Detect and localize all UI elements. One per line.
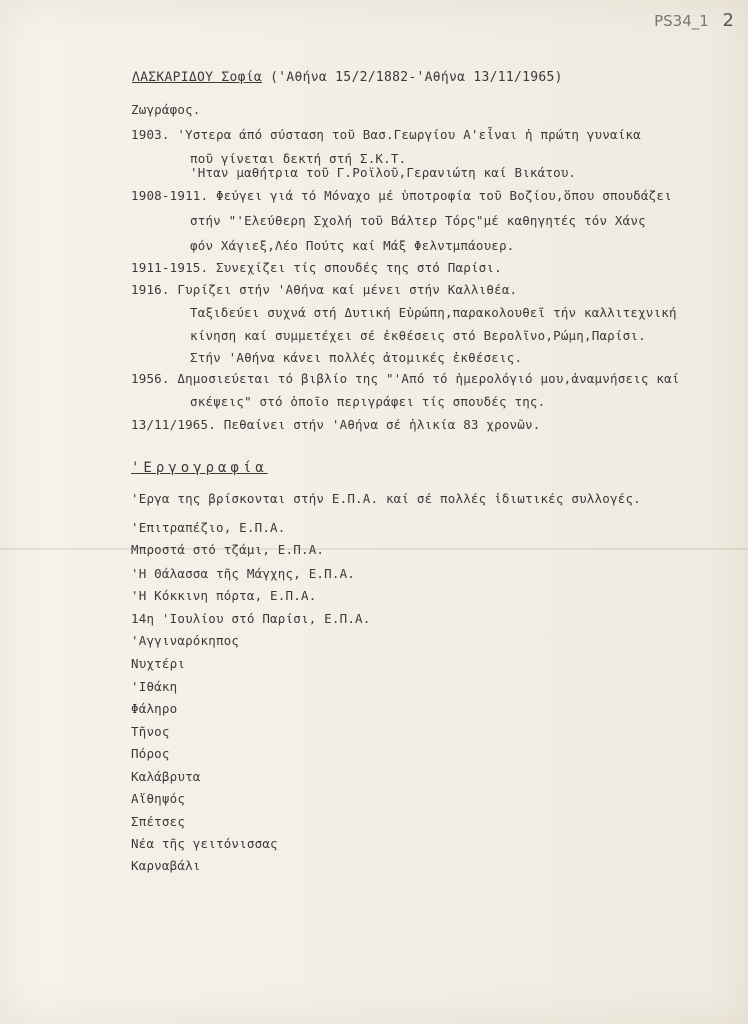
work-item: 'Ιθάκη bbox=[131, 679, 178, 694]
artist-dates: ('Αθήνα 15/2/1882-'Αθήνα 13/11/1965) bbox=[270, 70, 563, 85]
bio-line: Στήν 'Αθήνα κάνει πολλές ἀτομικές ἐκθέσεις. bbox=[190, 350, 523, 365]
bio-line: ποῦ γίνεται δεκτή στή Σ.Κ.Τ. bbox=[190, 151, 407, 166]
work-item: 'Η Κόκκινη πόρτα, Ε.Π.Α. bbox=[131, 588, 317, 603]
work-item: Νυχτέρι bbox=[131, 656, 186, 671]
bio-line: 1908-1911. Φεύγει γιά τό Μόναχο μέ ὑποτροφία τοῦ Βοζίου,ὅπου σπουδάζει bbox=[131, 188, 672, 203]
work-item: Αἴθηψός bbox=[131, 791, 186, 806]
work-item: 14η 'Ιουλίου στό Παρίσι, Ε.Π.Α. bbox=[131, 611, 371, 626]
work-item: Καλάβρυτα bbox=[131, 769, 201, 784]
bio-line: 1956. Δημοσιεύεται τό βιβλίο της "'Από τό ἡμερολόγιό μου,ἀναμνήσεις καί bbox=[131, 371, 680, 386]
work-item: 'Αγγιναρόκηπος bbox=[131, 633, 240, 648]
handwritten-annotation bbox=[654, 10, 734, 31]
work-item: Σπέτσες bbox=[131, 814, 186, 829]
catalog-number: PS34_1 bbox=[654, 12, 709, 30]
works-heading: 'Εργογραφία bbox=[131, 460, 268, 476]
work-item: 'Η Θάλασσα τῆς Μάγχης, Ε.Π.Α. bbox=[131, 566, 356, 581]
bio-line: Ταξιδεύει συχνά στή Δυτική Εὐρώπη,παρακολουθεῖ τήν καλλιτεχνική bbox=[190, 305, 677, 320]
bio-line: 13/11/1965. Πεθαίνει στήν 'Αθήνα σέ ἡλικία 83 χρονῶν. bbox=[131, 417, 541, 432]
bio-line: φόν Χάγιεξ,Λέο Πούτς καί Μάξ Φελντμπάουερ. bbox=[190, 238, 515, 253]
work-item: Νέα τῆς γειτόνισσας bbox=[131, 836, 278, 851]
bio-line: 1911-1915. Συνεχίζει τίς σπουδές της στό Παρίσι. bbox=[131, 260, 502, 275]
works-intro: 'Εργα της βρίσκονται στήν Ε.Π.Α. καί σέ πολλές ἰδιωτικές συλλογές. bbox=[131, 491, 641, 506]
artist-name: ΛΑΣΚΑΡΙΔΟΥ Σοφία bbox=[132, 70, 263, 85]
page-title bbox=[132, 70, 563, 85]
work-item: Καρναβάλι bbox=[131, 858, 201, 873]
bio-line: 'Ηταν μαθήτρια τοῦ Γ.Ροϊλοῦ,Γερανιώτη καί Βικάτου. bbox=[190, 165, 577, 180]
work-item: Τῆνος bbox=[131, 724, 170, 739]
page-number: 2 bbox=[722, 10, 734, 31]
bio-line: στήν "'Ελεύθερη Σχολή τοῦ Βάλτερ Τόρς"μέ καθηγητές τόν Χάνς bbox=[190, 213, 646, 228]
paper-fold bbox=[0, 548, 748, 550]
work-item: 'Επιτραπέζιο, Ε.Π.Α. bbox=[131, 520, 286, 535]
bio-line: Ζωγράφος. bbox=[131, 102, 201, 117]
work-item: Μπροστά στό τζάμι, Ε.Π.Α. bbox=[131, 542, 325, 557]
bio-line: σκέψεις" στό ὁποῖο περιγράφει τίς σπουδές της. bbox=[190, 394, 546, 409]
bio-line: 1903. 'Υστερα άπό σύσταση τοῦ Βασ.Γεωργίου Α'εἶναι ἡ πρώτη γυναίκα bbox=[131, 127, 641, 142]
work-item: Φάληρο bbox=[131, 701, 178, 716]
work-item: Πόρος bbox=[131, 746, 170, 761]
bio-line: 1916. Γυρίζει στήν 'Αθήνα καί μένει στήν Καλλιθέα. bbox=[131, 282, 518, 297]
bio-line: κίνηση καί συμμετέχει σέ ἐκθέσεις στό Βερολῖνο,Ρώμη,Παρίσι. bbox=[190, 328, 646, 343]
